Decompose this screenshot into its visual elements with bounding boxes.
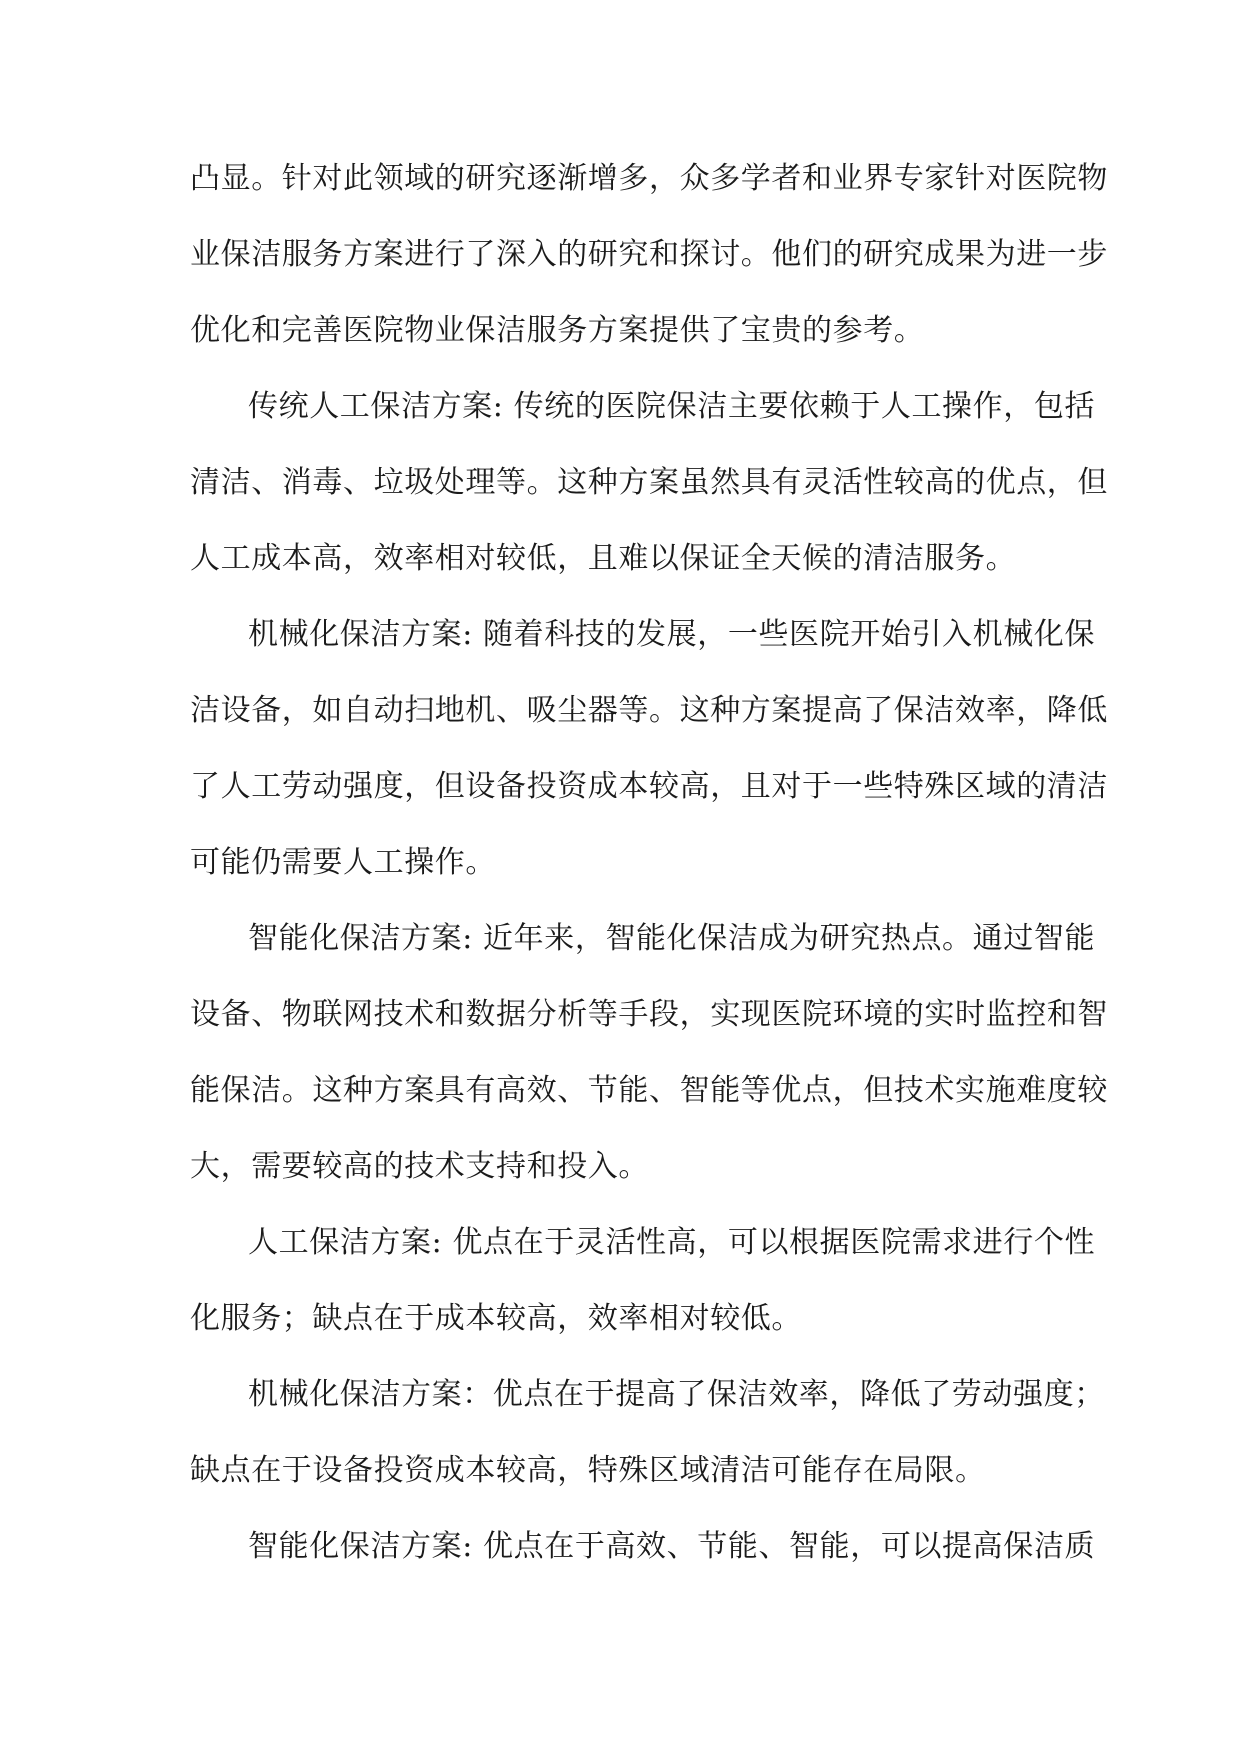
paragraph-start-line: 智能化保洁方案: 优点在于高效、节能、智能，可以提高保洁质: [248, 1529, 1096, 1564]
paragraph-start-line: 传统人工保洁方案: 传统的医院保洁主要依赖于人工操作，包括: [248, 389, 1096, 424]
text-line: 大，需要较高的技术支持和投入。: [190, 1149, 649, 1184]
text-line: 优化和完善医院物业保洁服务方案提供了宝贵的参考。: [190, 313, 925, 348]
text-line: 业保洁服务方案进行了深入的研究和探讨。他们的研究成果为进一步: [190, 237, 1108, 272]
paragraph-start-line: 智能化保洁方案: 近年来，智能化保洁成为研究热点。通过智能: [248, 921, 1096, 956]
text-line: 能保洁。这种方案具有高效、节能、智能等优点，但技术实施难度较: [190, 1073, 1108, 1108]
body-text: [190, 141, 1108, 1585]
text-line: 缺点在于设备投资成本较高，特殊区域清洁可能存在局限。: [190, 1453, 986, 1488]
text-line: 可能仍需要人工操作。: [190, 845, 496, 880]
text-line: 化服务；缺点在于成本较高，效率相对较低。: [190, 1301, 802, 1336]
text-line: 凸显。针对此领域的研究逐渐增多，众多学者和业界专家针对医院物: [190, 161, 1108, 196]
text-line: 洁设备，如自动扫地机、吸尘器等。这种方案提高了保洁效率，降低: [190, 693, 1108, 728]
paragraph-start-line: 机械化保洁方案: 随着科技的发展，一些医院开始引入机械化保: [248, 617, 1096, 652]
paragraph-start-line: 机械化保洁方案：优点在于提高了保洁效率，降低了劳动强度；: [248, 1377, 1105, 1412]
text-line: 设备、物联网技术和数据分析等手段，实现医院环境的实时监控和智: [190, 997, 1108, 1032]
text-line: 清洁、消毒、垃圾处理等。这种方案虽然具有灵活性较高的优点，但: [190, 465, 1108, 500]
text-line: 了人工劳动强度，但设备投资成本较高，且对于一些特殊区域的清洁: [190, 769, 1108, 804]
text-line: 人工成本高，效率相对较低，且难以保证全天候的清洁服务。: [190, 541, 1017, 576]
paragraph-start-line: 人工保洁方案: 优点在于灵活性高，可以根据医院需求进行个性: [248, 1225, 1096, 1260]
